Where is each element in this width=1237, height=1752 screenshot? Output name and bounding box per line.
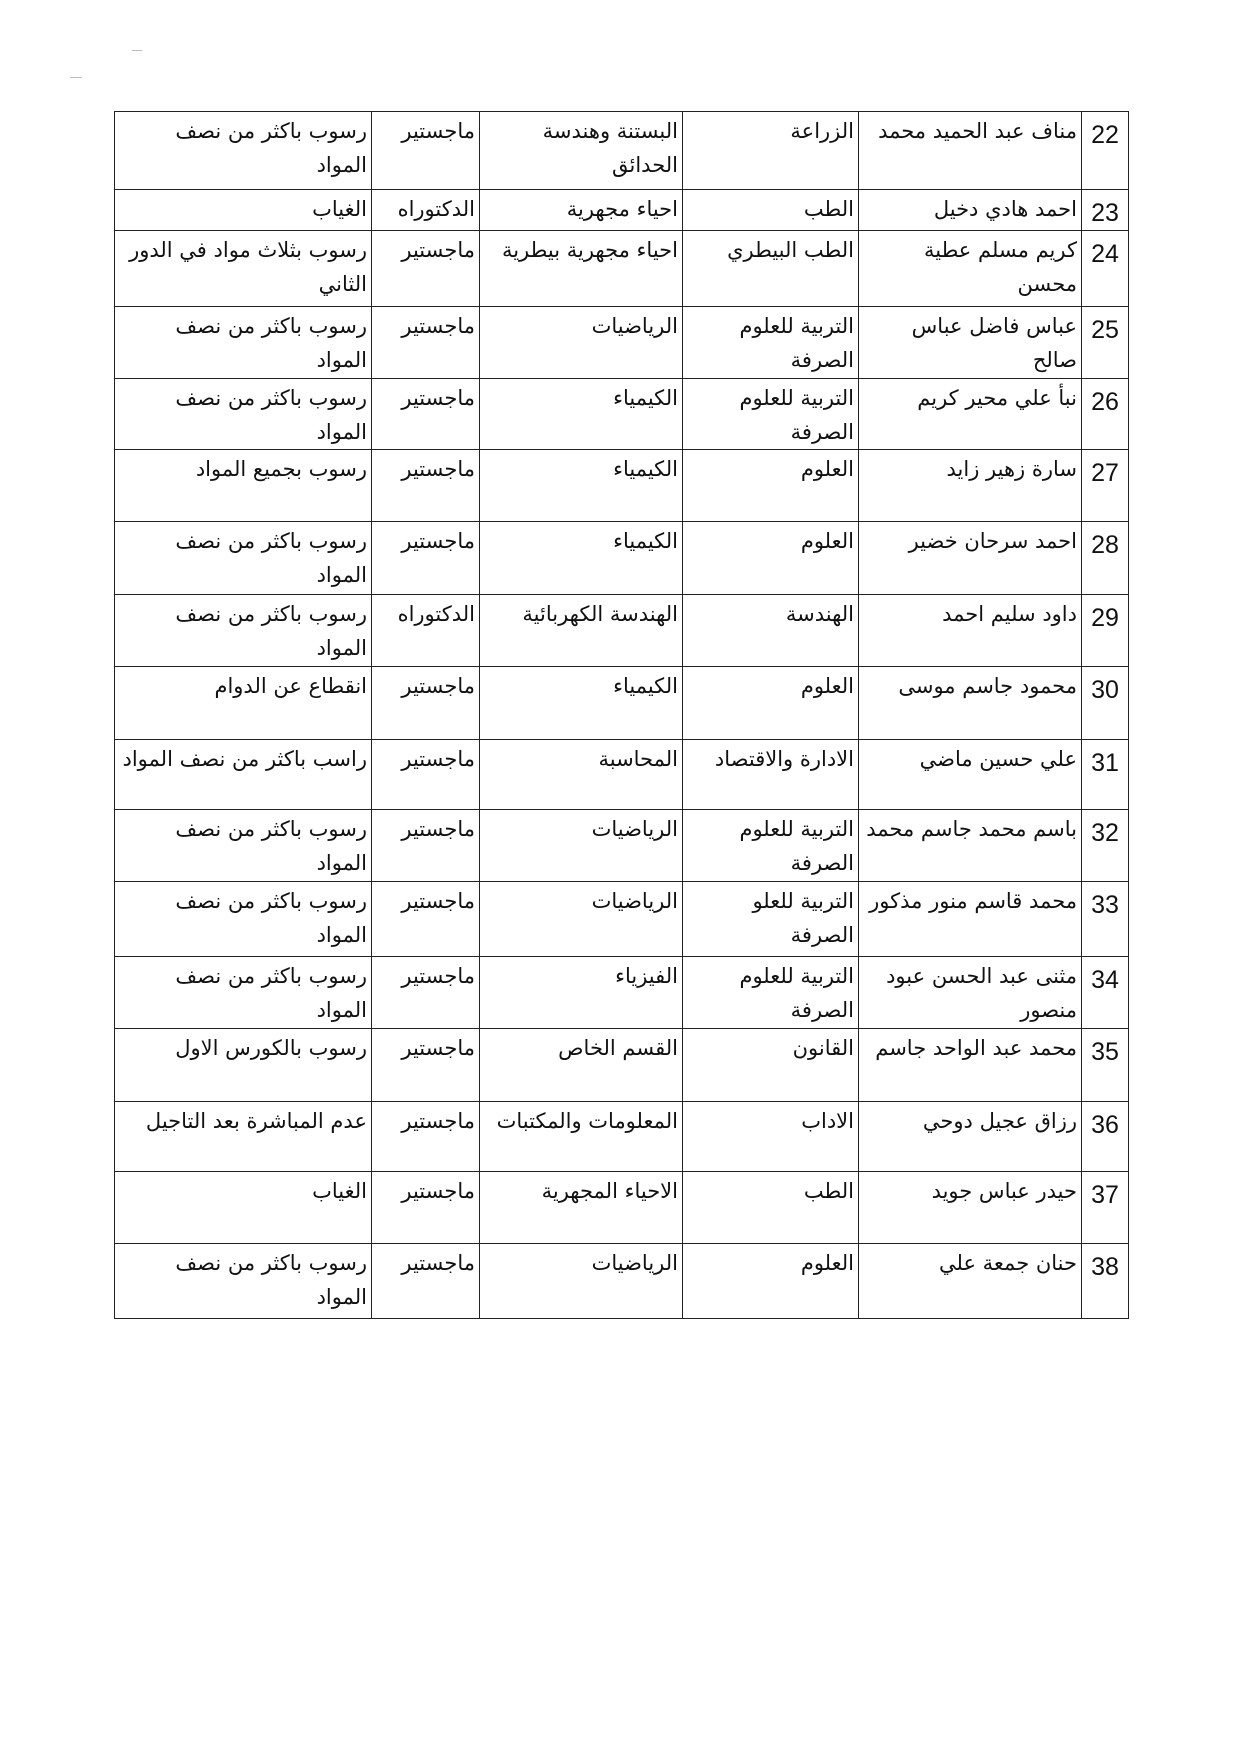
department-cell: الكيمياء xyxy=(480,522,683,595)
college-cell: الزراعة xyxy=(683,112,859,190)
degree-cell: ماجستير xyxy=(372,1172,480,1244)
department-cell: الاحياء المجهرية xyxy=(480,1172,683,1244)
degree-cell: ماجستير xyxy=(372,112,480,190)
student-name-cell: مثنى عبد الحسن عبود منصور xyxy=(859,957,1082,1029)
reason-cell: الغياب xyxy=(115,190,372,231)
college-cell: الطب xyxy=(683,190,859,231)
department-cell: احياء مجهرية xyxy=(480,190,683,231)
department-cell: الكيمياء xyxy=(480,450,683,522)
row-number-cell: 25 xyxy=(1082,307,1129,379)
college-cell: التربية للعلو الصرفة xyxy=(683,882,859,957)
college-cell: العلوم xyxy=(683,1244,859,1319)
college-cell: الطب xyxy=(683,1172,859,1244)
reason-cell: رسوب بالكورس الاول xyxy=(115,1029,372,1102)
reason-cell: عدم المباشرة بعد التاجيل xyxy=(115,1102,372,1172)
row-number-cell: 32 xyxy=(1082,810,1129,882)
student-name-cell: محمد عبد الواحد جاسم xyxy=(859,1029,1082,1102)
row-number-cell: 37 xyxy=(1082,1172,1129,1244)
row-number-cell: 28 xyxy=(1082,522,1129,595)
department-cell: القسم الخاص xyxy=(480,1029,683,1102)
reason-cell: رسوب بجميع المواد xyxy=(115,450,372,522)
table-row xyxy=(115,740,1129,810)
student-name-cell: حنان جمعة علي xyxy=(859,1244,1082,1319)
reason-cell: رسوب باكثر من نصف المواد xyxy=(115,379,372,450)
reason-cell: رسوب باكثر من نصف المواد xyxy=(115,112,372,190)
table-row xyxy=(115,450,1129,522)
college-cell: التربية للعلوم الصرفة xyxy=(683,810,859,882)
scan-mark xyxy=(132,50,142,51)
row-number-cell: 31 xyxy=(1082,740,1129,810)
student-name-cell: سارة زهير زايد xyxy=(859,450,1082,522)
table-row xyxy=(115,379,1129,450)
student-name-cell: كريم مسلم عطية محسن xyxy=(859,231,1082,307)
reason-cell: راسب باكثر من نصف المواد xyxy=(115,740,372,810)
department-cell: الهندسة الكهربائية xyxy=(480,595,683,667)
reason-cell: رسوب بثلاث مواد في الدور الثاني xyxy=(115,231,372,307)
student-name-cell: داود سليم احمد xyxy=(859,595,1082,667)
reason-cell: رسوب باكثر من نصف المواد xyxy=(115,957,372,1029)
row-number-cell: 36 xyxy=(1082,1102,1129,1172)
table-row xyxy=(115,595,1129,667)
table-row xyxy=(115,810,1129,882)
table-row xyxy=(115,882,1129,957)
degree-cell: ماجستير xyxy=(372,882,480,957)
row-number-cell: 33 xyxy=(1082,882,1129,957)
college-cell: التربية للعلوم الصرفة xyxy=(683,307,859,379)
department-cell: الرياضيات xyxy=(480,882,683,957)
college-cell: العلوم xyxy=(683,450,859,522)
degree-cell: ماجستير xyxy=(372,810,480,882)
degree-cell: ماجستير xyxy=(372,1029,480,1102)
degree-cell: الدكتوراه xyxy=(372,190,480,231)
row-number-cell: 38 xyxy=(1082,1244,1129,1319)
reason-cell: انقطاع عن الدوام xyxy=(115,667,372,740)
student-name-cell: عباس فاضل عباس صالح xyxy=(859,307,1082,379)
student-name-cell: رزاق عجيل دوحي xyxy=(859,1102,1082,1172)
department-cell: احياء مجهرية بيطرية xyxy=(480,231,683,307)
college-cell: الادارة والاقتصاد xyxy=(683,740,859,810)
degree-cell: ماجستير xyxy=(372,307,480,379)
table-row xyxy=(115,190,1129,231)
department-cell: الرياضيات xyxy=(480,810,683,882)
student-name-cell: احمد سرحان خضير xyxy=(859,522,1082,595)
college-cell: الهندسة xyxy=(683,595,859,667)
degree-cell: ماجستير xyxy=(372,1244,480,1319)
table-row xyxy=(115,307,1129,379)
department-cell: الكيمياء xyxy=(480,667,683,740)
row-number-cell: 24 xyxy=(1082,231,1129,307)
student-name-cell: نبأ علي محير كريم xyxy=(859,379,1082,450)
department-cell: المحاسبة xyxy=(480,740,683,810)
student-name-cell: احمد هادي دخيل xyxy=(859,190,1082,231)
row-number-cell: 34 xyxy=(1082,957,1129,1029)
college-cell: التربية للعلوم الصرفة xyxy=(683,379,859,450)
student-name-cell: مناف عبد الحميد محمد xyxy=(859,112,1082,190)
student-name-cell: محمد قاسم منور مذكور xyxy=(859,882,1082,957)
table-row xyxy=(115,667,1129,740)
college-cell: التربية للعلوم الصرفة xyxy=(683,957,859,1029)
department-cell: الرياضيات xyxy=(480,1244,683,1319)
students-table xyxy=(114,111,1129,1319)
degree-cell: ماجستير xyxy=(372,667,480,740)
degree-cell: ماجستير xyxy=(372,740,480,810)
scan-mark xyxy=(70,77,82,78)
degree-cell: ماجستير xyxy=(372,231,480,307)
student-name-cell: باسم محمد جاسم محمد xyxy=(859,810,1082,882)
row-number-cell: 35 xyxy=(1082,1029,1129,1102)
department-cell: الفيزياء xyxy=(480,957,683,1029)
row-number-cell: 29 xyxy=(1082,595,1129,667)
reason-cell: رسوب باكثر من نصف المواد xyxy=(115,307,372,379)
row-number-cell: 27 xyxy=(1082,450,1129,522)
degree-cell: ماجستير xyxy=(372,450,480,522)
student-name-cell: علي حسين ماضي xyxy=(859,740,1082,810)
student-name-cell: محمود جاسم موسى xyxy=(859,667,1082,740)
table-row xyxy=(115,1102,1129,1172)
college-cell: العلوم xyxy=(683,667,859,740)
table-row xyxy=(115,957,1129,1029)
reason-cell: رسوب باكثر من نصف المواد xyxy=(115,522,372,595)
reason-cell: رسوب باكثر من نصف المواد xyxy=(115,595,372,667)
degree-cell: ماجستير xyxy=(372,1102,480,1172)
college-cell: الاداب xyxy=(683,1102,859,1172)
department-cell: الكيمياء xyxy=(480,379,683,450)
row-number-cell: 23 xyxy=(1082,190,1129,231)
college-cell: العلوم xyxy=(683,522,859,595)
reason-cell: الغياب xyxy=(115,1172,372,1244)
department-cell: الرياضيات xyxy=(480,307,683,379)
table-row xyxy=(115,522,1129,595)
reason-cell: رسوب باكثر من نصف المواد xyxy=(115,810,372,882)
degree-cell: الدكتوراه xyxy=(372,595,480,667)
table-row xyxy=(115,1244,1129,1319)
reason-cell: رسوب باكثر من نصف المواد xyxy=(115,1244,372,1319)
row-number-cell: 30 xyxy=(1082,667,1129,740)
college-cell: القانون xyxy=(683,1029,859,1102)
row-number-cell: 22 xyxy=(1082,112,1129,190)
table-row xyxy=(115,1172,1129,1244)
reason-cell: رسوب باكثر من نصف المواد xyxy=(115,882,372,957)
student-name-cell: حيدر عباس جويد xyxy=(859,1172,1082,1244)
degree-cell: ماجستير xyxy=(372,522,480,595)
table-row xyxy=(115,1029,1129,1102)
degree-cell: ماجستير xyxy=(372,957,480,1029)
table-row xyxy=(115,231,1129,307)
degree-cell: ماجستير xyxy=(372,379,480,450)
row-number-cell: 26 xyxy=(1082,379,1129,450)
college-cell: الطب البيطري xyxy=(683,231,859,307)
department-cell: المعلومات والمكتبات xyxy=(480,1102,683,1172)
table-row xyxy=(115,112,1129,190)
department-cell: البستنة وهندسة الحدائق xyxy=(480,112,683,190)
